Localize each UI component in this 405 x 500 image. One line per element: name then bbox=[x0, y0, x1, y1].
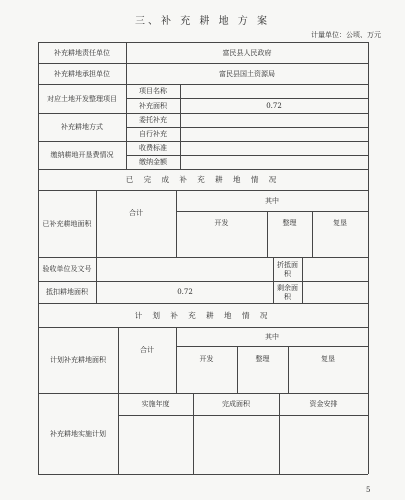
completed-rect-divider bbox=[312, 211, 313, 257]
implementation-label: 补充耕地实施计划 bbox=[50, 429, 106, 438]
completed-among-label: 其中 bbox=[265, 196, 279, 205]
planned-among-label: 其中 bbox=[265, 332, 279, 341]
plan-year-divider bbox=[193, 393, 194, 474]
planned-area-label: 计划补充耕地面积 bbox=[50, 356, 106, 365]
completed-label-divider bbox=[96, 190, 97, 303]
entrust-label: 委托补充 bbox=[139, 116, 167, 125]
fee-label: 缴纳耕地开垦费情况 bbox=[50, 151, 114, 160]
fee-amount-label: 缴纳金额 bbox=[139, 158, 167, 167]
plan-area-divider bbox=[279, 393, 280, 474]
label-divider bbox=[126, 42, 127, 169]
remaining-label: 剩余面积 bbox=[277, 283, 298, 301]
fee-standard-label: 收费标准 bbox=[139, 144, 167, 153]
project-area-value: 0.72 bbox=[266, 101, 282, 110]
acceptance-label: 验收单位及文号 bbox=[42, 265, 92, 274]
self-label: 自行补充 bbox=[139, 130, 167, 139]
row-line bbox=[38, 474, 368, 475]
completed-rect-label: 整理 bbox=[282, 218, 297, 227]
planned-label-divider bbox=[118, 327, 119, 474]
converted-label: 折抵面积 bbox=[277, 260, 298, 278]
undertaking-unit-value: 富民县国土资源局 bbox=[219, 69, 275, 78]
page-title: 三、补 充 耕 地 方 案 bbox=[135, 16, 270, 27]
completed-total-label: 合计 bbox=[129, 209, 143, 218]
deducted-label: 抵扣耕地面积 bbox=[46, 288, 88, 297]
outer-border-right bbox=[368, 42, 369, 474]
completed-area-column-label: 完成面积 bbox=[222, 400, 250, 409]
completed-dev-divider bbox=[267, 211, 268, 257]
planned-rect-divider bbox=[288, 346, 289, 393]
responsible-unit-value: 富民县人民政府 bbox=[222, 48, 272, 57]
unit-note: 计量单位：公顷、万元 bbox=[311, 31, 381, 39]
planned-dev-label: 开发 bbox=[199, 354, 214, 363]
project-name-label: 项目名称 bbox=[139, 87, 167, 96]
project-area-label: 补充面积 bbox=[139, 101, 167, 110]
completed-area-label: 已补充耕地面积 bbox=[42, 219, 92, 228]
undertaking-unit-label: 补充耕地承担单位 bbox=[54, 69, 110, 78]
planned-total-divider bbox=[176, 327, 177, 393]
planned-total-label: 合计 bbox=[140, 346, 154, 355]
page-number: 5 bbox=[366, 486, 371, 494]
planned-dev-divider bbox=[237, 346, 238, 393]
planned-reclaim-label: 复垦 bbox=[321, 354, 335, 363]
completed-dev-label: 开发 bbox=[214, 218, 229, 227]
sublabel-divider bbox=[180, 84, 181, 169]
method-label: 补充耕地方式 bbox=[61, 123, 103, 132]
fund-arrangement-label: 资金安排 bbox=[309, 400, 338, 409]
planned-section-title: 计 划 补 充 耕 地 情 况 bbox=[134, 310, 272, 320]
responsible-unit-label: 补充耕地责任单位 bbox=[54, 48, 110, 57]
completed-total-divider bbox=[176, 190, 177, 257]
planned-rect-label: 整理 bbox=[255, 354, 270, 363]
row-line bbox=[118, 415, 368, 416]
project-label: 对应土地开发整理项目 bbox=[47, 94, 117, 103]
converted-label-left bbox=[273, 257, 274, 303]
converted-label-right bbox=[302, 257, 303, 303]
completed-reclaim-label: 复垦 bbox=[333, 218, 347, 227]
completed-section-title: 已 完 成 补 充 耕 地 情 况 bbox=[125, 175, 281, 185]
outer-border-left bbox=[38, 42, 39, 474]
implementation-year-label: 实施年度 bbox=[141, 400, 170, 409]
deducted-value: 0.72 bbox=[177, 288, 193, 297]
